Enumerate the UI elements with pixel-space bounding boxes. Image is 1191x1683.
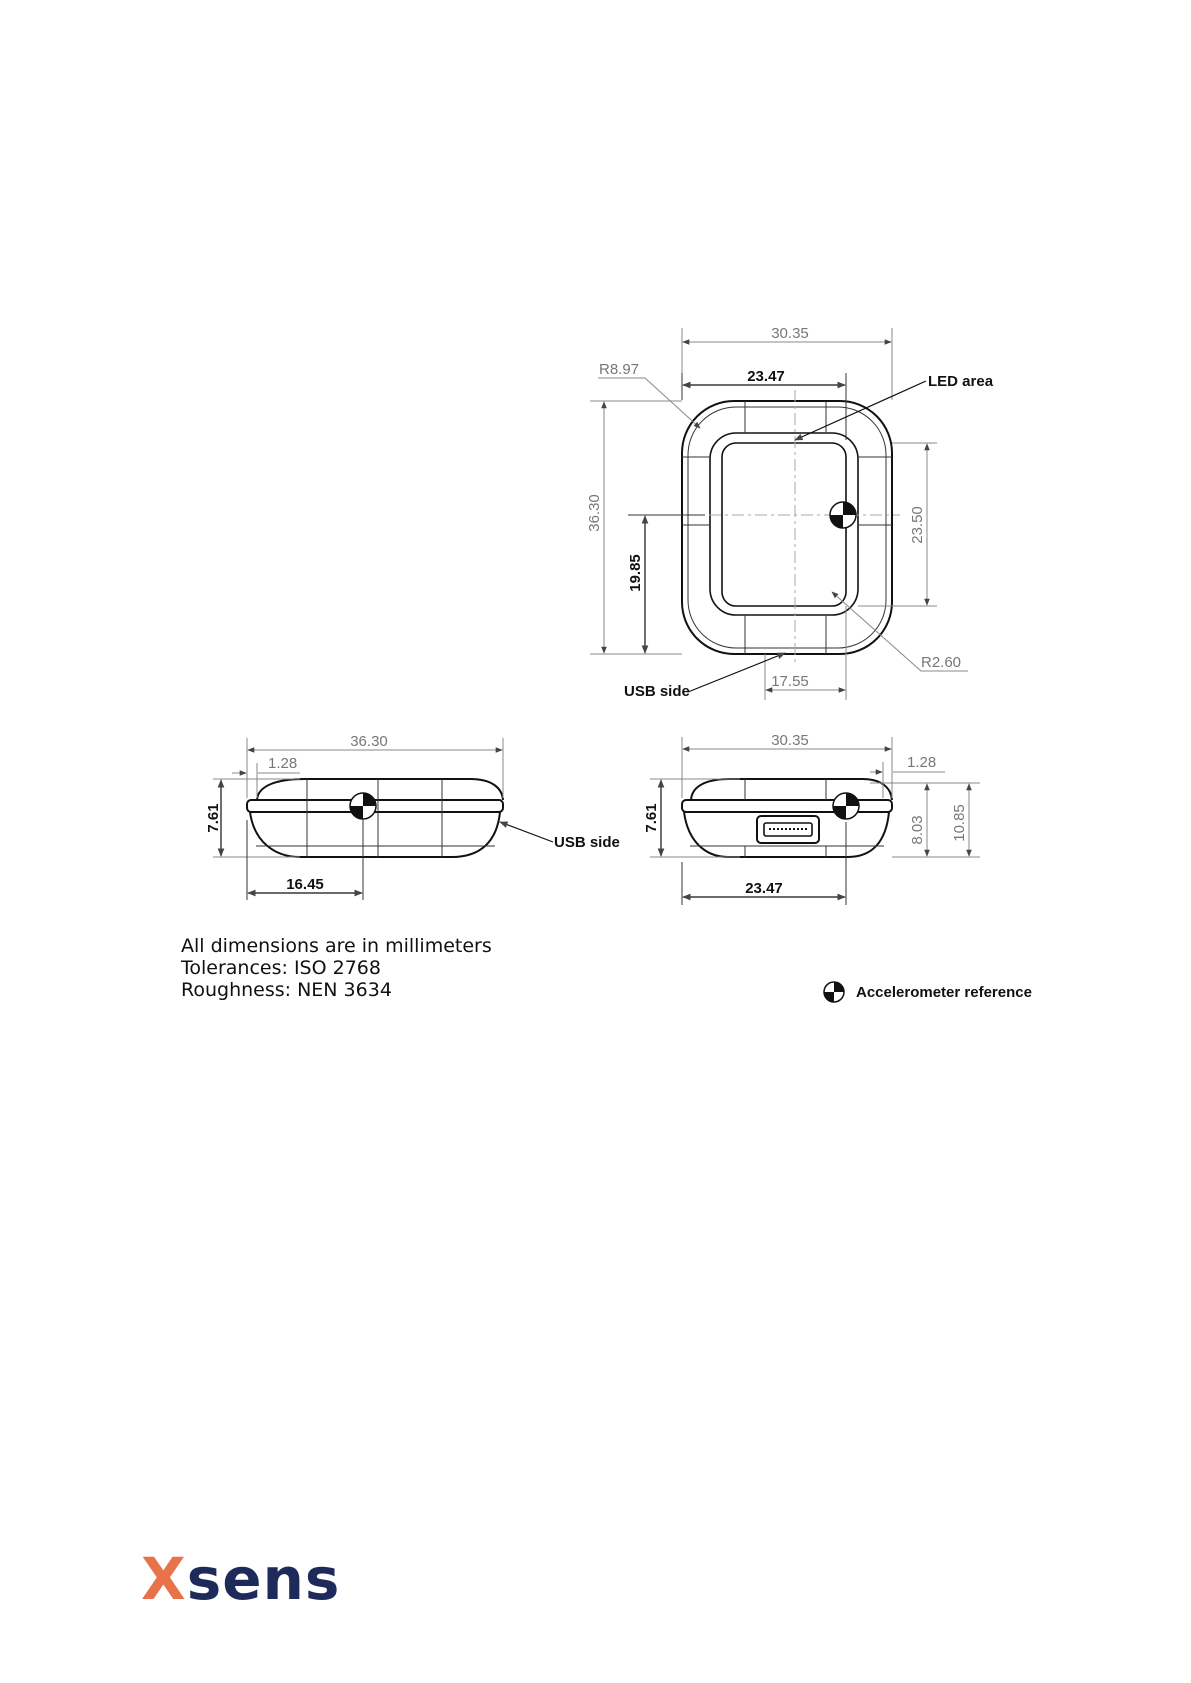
accelerometer-reference-icon bbox=[822, 980, 846, 1004]
side-left-height-label: 7.61 bbox=[205, 803, 222, 833]
logo-rest: sens bbox=[186, 1545, 341, 1613]
side-right-lip-label: 1.28 bbox=[907, 754, 937, 771]
accelerometer-reference-icon bbox=[830, 502, 856, 528]
side-right-height-total-label: 10.85 bbox=[951, 804, 968, 842]
note-units: All dimensions are in millimeters bbox=[181, 935, 492, 957]
side-left-length-label: 36.30 bbox=[350, 733, 388, 750]
side-left-lip-label: 1.28 bbox=[268, 755, 298, 772]
top-height-inner-label: 23.50 bbox=[909, 506, 926, 544]
side-left-lower-body bbox=[250, 812, 500, 857]
side-right-rim bbox=[682, 800, 892, 812]
usb-port-icon bbox=[757, 816, 819, 843]
xsens-logo bbox=[141, 1545, 341, 1613]
top-width-inner-label: 23.47 bbox=[747, 368, 785, 385]
logo-x: X bbox=[141, 1545, 187, 1613]
side-right-height-mid-label: 8.03 bbox=[909, 815, 926, 845]
side-left-usb-side-callout: USB side bbox=[554, 834, 620, 851]
accelerometer-reference-icon bbox=[350, 793, 376, 819]
top-radius-inner-label: R2.60 bbox=[921, 654, 962, 671]
top-width-outer-label: 30.35 bbox=[771, 325, 809, 342]
drawing-notes bbox=[181, 935, 492, 1001]
side-view-left bbox=[205, 733, 620, 900]
note-tolerances: Tolerances: ISO 2768 bbox=[181, 957, 381, 979]
legend bbox=[822, 980, 1032, 1004]
side-left-sensor-offset-label: 16.45 bbox=[286, 876, 324, 893]
top-sensor-offset-label: 19.85 bbox=[627, 554, 644, 592]
side-right-upper-body bbox=[691, 779, 892, 800]
led-area-callout: LED area bbox=[928, 373, 994, 390]
top-view-cap-inner bbox=[722, 443, 846, 606]
top-bottom-width-label: 17.55 bbox=[771, 673, 809, 690]
side-right-height-label: 7.61 bbox=[643, 803, 660, 833]
top-view-outer-shell bbox=[682, 401, 892, 654]
legend-label: Accelerometer reference bbox=[856, 983, 1032, 1001]
side-view-right bbox=[643, 732, 980, 905]
note-roughness: Roughness: NEN 3634 bbox=[181, 979, 392, 1001]
side-left-upper-body bbox=[257, 779, 503, 800]
top-radius-outer-label: R8.97 bbox=[599, 361, 640, 378]
side-right-width-label: 30.35 bbox=[771, 732, 809, 749]
accelerometer-reference-icon bbox=[833, 793, 859, 819]
top-usb-side-callout: USB side bbox=[624, 683, 690, 700]
side-right-usb-width-label: 23.47 bbox=[745, 880, 783, 897]
top-height-outer-label: 36.30 bbox=[586, 494, 603, 532]
top-view bbox=[586, 325, 994, 700]
